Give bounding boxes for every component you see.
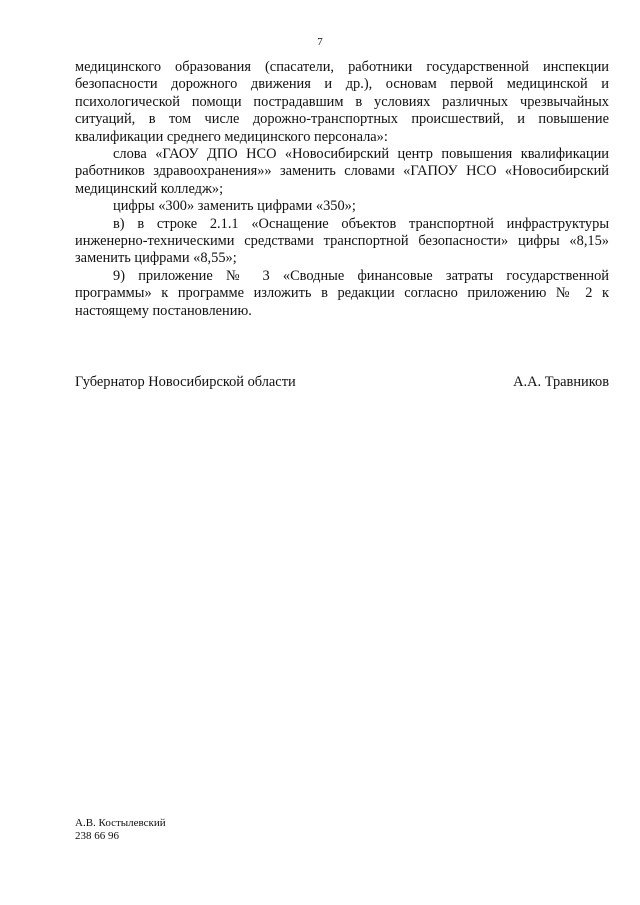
executor-name: А.В. Костылевский: [75, 817, 166, 829]
paragraph-replace-words: слова «ГАОУ ДПО НСО «Новосибирский центр повышения квалификации работников здравоохранения»» заменить словами «ГАПОУ НСО «Новосибирский медицинский колледж»;: [75, 146, 609, 197]
paragraph-replace-numbers: цифры «300» заменить цифрами «350»;: [113, 198, 356, 215]
paragraph-item-9: 9) приложение № 3 «Сводные финансовые затраты государственной программы» к программе изложить в редакции согласно приложению № 2 к настоящему постановлению.: [75, 267, 609, 319]
signatory-position: Губернатор Новосибирской области: [75, 374, 296, 390]
document-body: [75, 59, 609, 320]
paragraph-continuation: медицинского образования (спасатели, работники государственной инспекции безопасности дорожного движения и др.), основам первой медицинской и психологической помощи пострадавшим в условиях различных чрезвычайных ситуаций, в том числе дорожно-транспортных происшествий, и повышение квалификации среднего медицинского персонала»:: [75, 59, 609, 145]
executor-block: [75, 817, 166, 843]
signature-block: [75, 374, 609, 391]
executor-phone: 238 66 96: [75, 830, 119, 842]
paragraph-item-v: в) в строке 2.1.1 «Оснащение объектов транспортной инфраструктуры инженерно-техническими средствами транспортной безопасности» цифры «8,15» заменить цифрами «8,55»;: [75, 215, 609, 267]
signatory-name: А.А. Травников: [513, 374, 609, 390]
page-number: 7: [317, 36, 323, 48]
